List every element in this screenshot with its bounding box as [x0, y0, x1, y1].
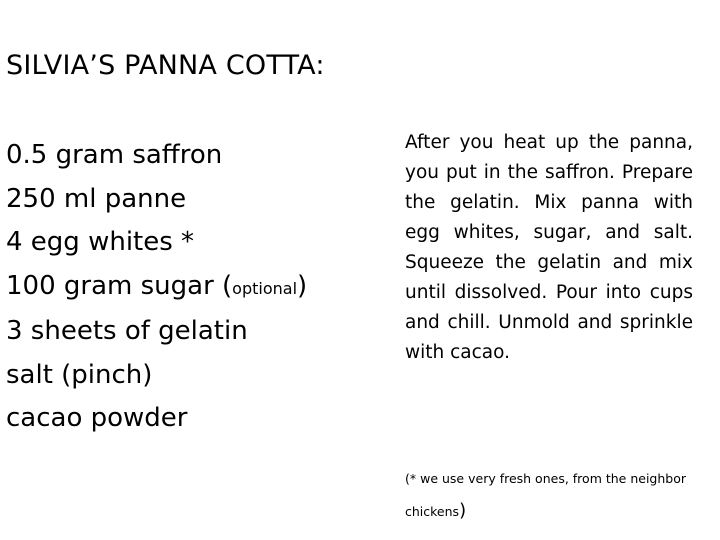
- ingredient-sugar: [6, 265, 307, 311]
- recipe-footnote: [405, 463, 705, 528]
- recipe-title: SILVIA’S PANNA COTTA:: [6, 50, 325, 81]
- footnote-text: * we use very fresh ones, from the neighbor chickens: [405, 471, 686, 519]
- ingredient-sugar-text: 100 gram sugar (: [6, 270, 233, 301]
- ingredient-panne: 250 ml panne: [6, 183, 187, 214]
- ingredient-egg-whites: 4 egg whites *: [6, 227, 195, 257]
- ingredient-sugar-close-paren: ): [297, 270, 308, 301]
- ingredient-cacao: cacao powder: [6, 403, 188, 433]
- ingredient-list: [6, 134, 307, 441]
- footnote-close-paren: ): [459, 500, 467, 521]
- ingredient-salt: salt (pinch): [6, 359, 153, 390]
- recipe-instructions: After you heat up the panna, you put in the saffron. Prepare the gelatin. Mix panna with egg whites, sugar, and salt. Squeeze the gelatin and mix until dissolved. Pour into cups and chill. Unmold and sprinkle with cacao.: [405, 132, 693, 363]
- ingredient-gelatin: 3 sheets of gelatin: [6, 316, 248, 346]
- ingredient-saffron: 0.5 gram saffron: [6, 140, 223, 170]
- footnote-open-paren: (: [405, 471, 410, 486]
- ingredient-sugar-optional-note: optional: [232, 278, 298, 298]
